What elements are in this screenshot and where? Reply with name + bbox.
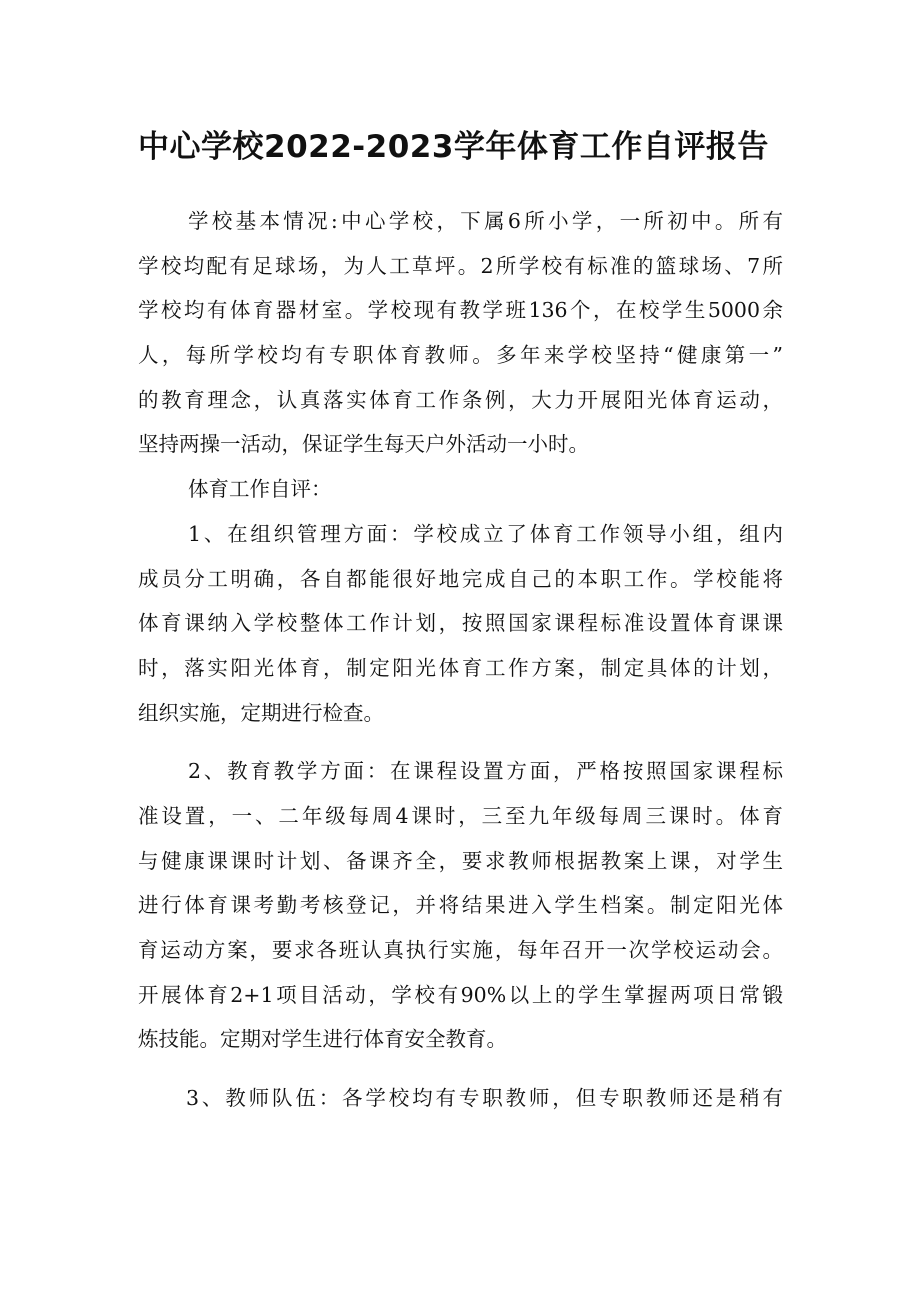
paragraph-line: 的教育理念，认真落实体育工作条例，大力开展阳光体育运动， (138, 387, 783, 412)
paragraph-line: 2、教育教学方面：在课程设置方面，严格按照国家课程标 (188, 759, 783, 784)
paragraph-gap (138, 735, 783, 749)
paragraph-line: 组织实施，定期进行检查。 (138, 700, 384, 725)
document-title: 中心学校2022-2023学年体育工作自评报告 (138, 129, 769, 165)
paragraph-line: 准设置，一、二年级每周4课时，三至九年级每周三课时。体育 (138, 803, 783, 828)
paragraph-line: 时，落实阳光体育，制定阳光体育工作方案，制定具体的计划， (138, 655, 783, 680)
paragraph-line: 人，每所学校均有专职体育教师。多年来学校坚持“健康第一” (138, 343, 783, 368)
paragraph-line: 炼技能。定期对学生进行体育安全教育。 (138, 1027, 507, 1052)
paragraph-line: 3、教师队伍：各学校均有专职教师，但专职教师还是稍有 (186, 1086, 783, 1111)
paragraph-line: 进行体育课考勤考核登记，并将结果进入学生档案。制定阳光体 (138, 893, 783, 918)
paragraph-line: 与健康课课时计划、备课齐全，要求教师根据教案上课，对学生 (138, 848, 783, 873)
paragraph-line: 成员分工明确，各自都能很好地完成自己的本职工作。学校能将 (138, 566, 783, 591)
paragraph-line: 开展体育2+1项目活动，学校有90%以上的学生掌握两项日常锻 (138, 982, 783, 1007)
paragraph-line: 学校基本情况:中心学校，下属6所小学，一所初中。所有 (188, 209, 783, 233)
paragraph-line: 1、在组织管理方面：学校成立了体育工作领导小组，组内 (188, 521, 783, 546)
paragraph-gap (138, 1062, 783, 1076)
paragraph-line: 坚持两操一活动，保证学生每天户外活动一小时。 (138, 432, 589, 457)
paragraph-line: 学校均有体育器材室。学校现有教学班136个，在校学生5000余 (138, 298, 783, 323)
paragraph-line: 育运动方案，要求各班认真执行实施，每年召开一次学校运动会。 (138, 938, 783, 962)
paragraph-line: 学校均配有足球场，为人工草坪。2所学校有标准的篮球场、7所 (138, 253, 783, 278)
section-heading: 体育工作自评： (188, 477, 332, 502)
document-body (138, 199, 783, 1121)
paragraph-line: 体育课纳入学校整体工作计划，按照国家课程标准设置体育课课 (138, 611, 783, 636)
